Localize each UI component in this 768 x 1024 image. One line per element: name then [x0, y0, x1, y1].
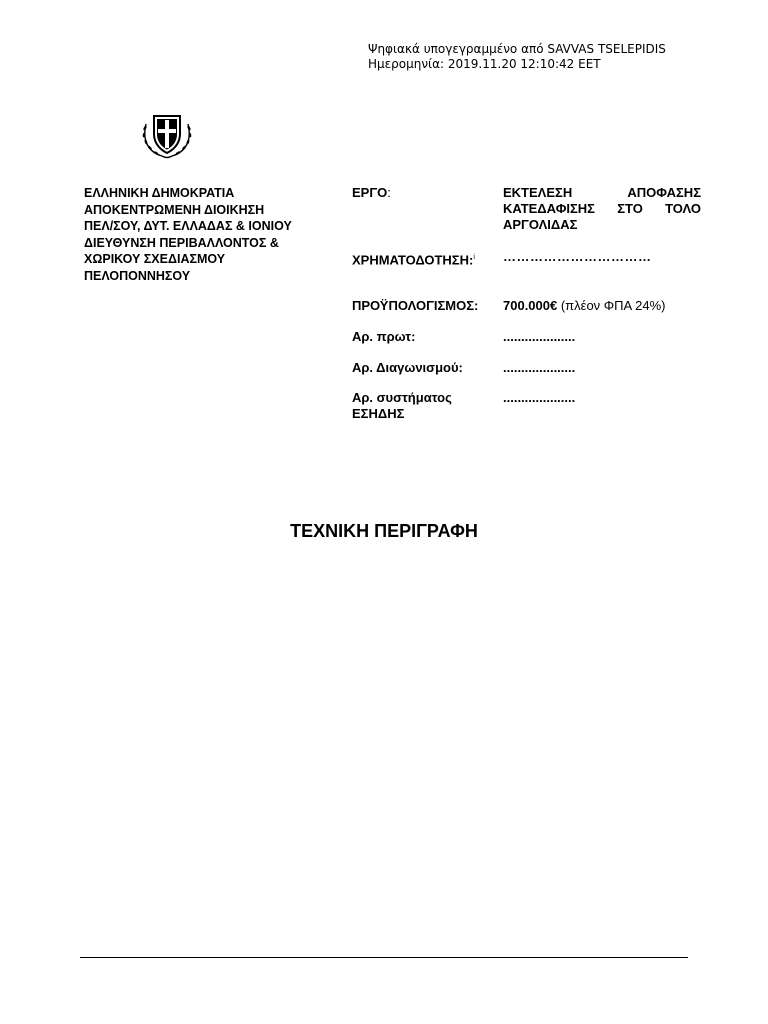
- document-title: ΤΕΧΝΙΚΗ ΠΕΡΙΓΡΑΦΗ: [290, 521, 478, 541]
- authority-line: ΠΕΛ/ΣΟΥ, ΔΥΤ. ΕΛΛΑΔΑΣ & ΙΟΝΙΟΥ: [84, 219, 292, 233]
- signature-signer-line: Ψηφιακά υπογεγραμμένο από SAVVAS TSELEPIDIS: [368, 42, 666, 56]
- budget-label: ΠΡΟΫΠΟΛΟΓΙΣΜΟΣ:: [352, 298, 479, 313]
- signature-date-line: Ημερομηνία: 2019.11.20 12:10:42 EET: [368, 57, 601, 71]
- budget-value: [503, 298, 665, 314]
- authority-line: ΠΕΛΟΠΟΝΝΗΣΟΥ: [84, 268, 191, 283]
- protocol-number-label: Αρ. πρωτ:: [352, 329, 416, 344]
- funding-footnote-mark: i: [473, 254, 475, 261]
- tender-number-value: ....................: [503, 360, 576, 375]
- digital-signature-stamp: [368, 42, 666, 72]
- greek-coat-of-arms-icon: [140, 110, 194, 160]
- funding-label: [352, 250, 475, 268]
- funding-label-text: ΧΡΗΜΑΤΟΔΟΤΗΣΗ: [352, 252, 469, 268]
- budget-amount: 700.000€: [503, 298, 558, 313]
- funding-value: ……………………………: [503, 249, 652, 264]
- project-label-colon: :: [387, 185, 391, 200]
- tender-number-label: Αρ. Διαγωνισμού:: [352, 360, 463, 375]
- project-label-text: ΕΡΓΟ: [352, 185, 388, 200]
- esidis-system-number-label: Αρ. συστήματος ΕΣΗΔΗΣ: [352, 390, 452, 421]
- budget-vat-note: (πλέον ΦΠΑ 24%): [557, 298, 666, 313]
- footer-divider: [80, 957, 688, 958]
- project-label: [352, 185, 391, 201]
- authority-line: ΕΛΛΗΝΙΚΗ ΔΗΜΟΚΡΑΤΙΑ: [84, 186, 235, 200]
- authority-line: ΧΩΡΙΚΟΥ ΣΧΕΔΙΑΣΜΟΥ: [84, 252, 226, 266]
- authority-line: ΔΙΕΥΘΥΝΣΗ ΠΕΡΙΒΑΛΛΟΝΤΟΣ &: [84, 235, 279, 250]
- protocol-number-value: ....................: [503, 329, 576, 344]
- funding-label-colon: :: [468, 252, 474, 268]
- esidis-system-number-value: ....................: [503, 390, 576, 405]
- authority-line: ΑΠΟΚΕΝΤΡΩΜΕΝΗ ΔΙΟΙΚΗΣΗ: [84, 202, 265, 217]
- issuing-authority: [84, 185, 324, 284]
- project-value: ΕΚΤΕΛΕΣΗ ΑΠΟΦΑΣΗΣ ΚΑΤΕΔΑΦΙΣΗΣ ΣΤΟ ΤΟΛΟ ΑΡΓΟΛΙΔΑΣ: [503, 185, 701, 232]
